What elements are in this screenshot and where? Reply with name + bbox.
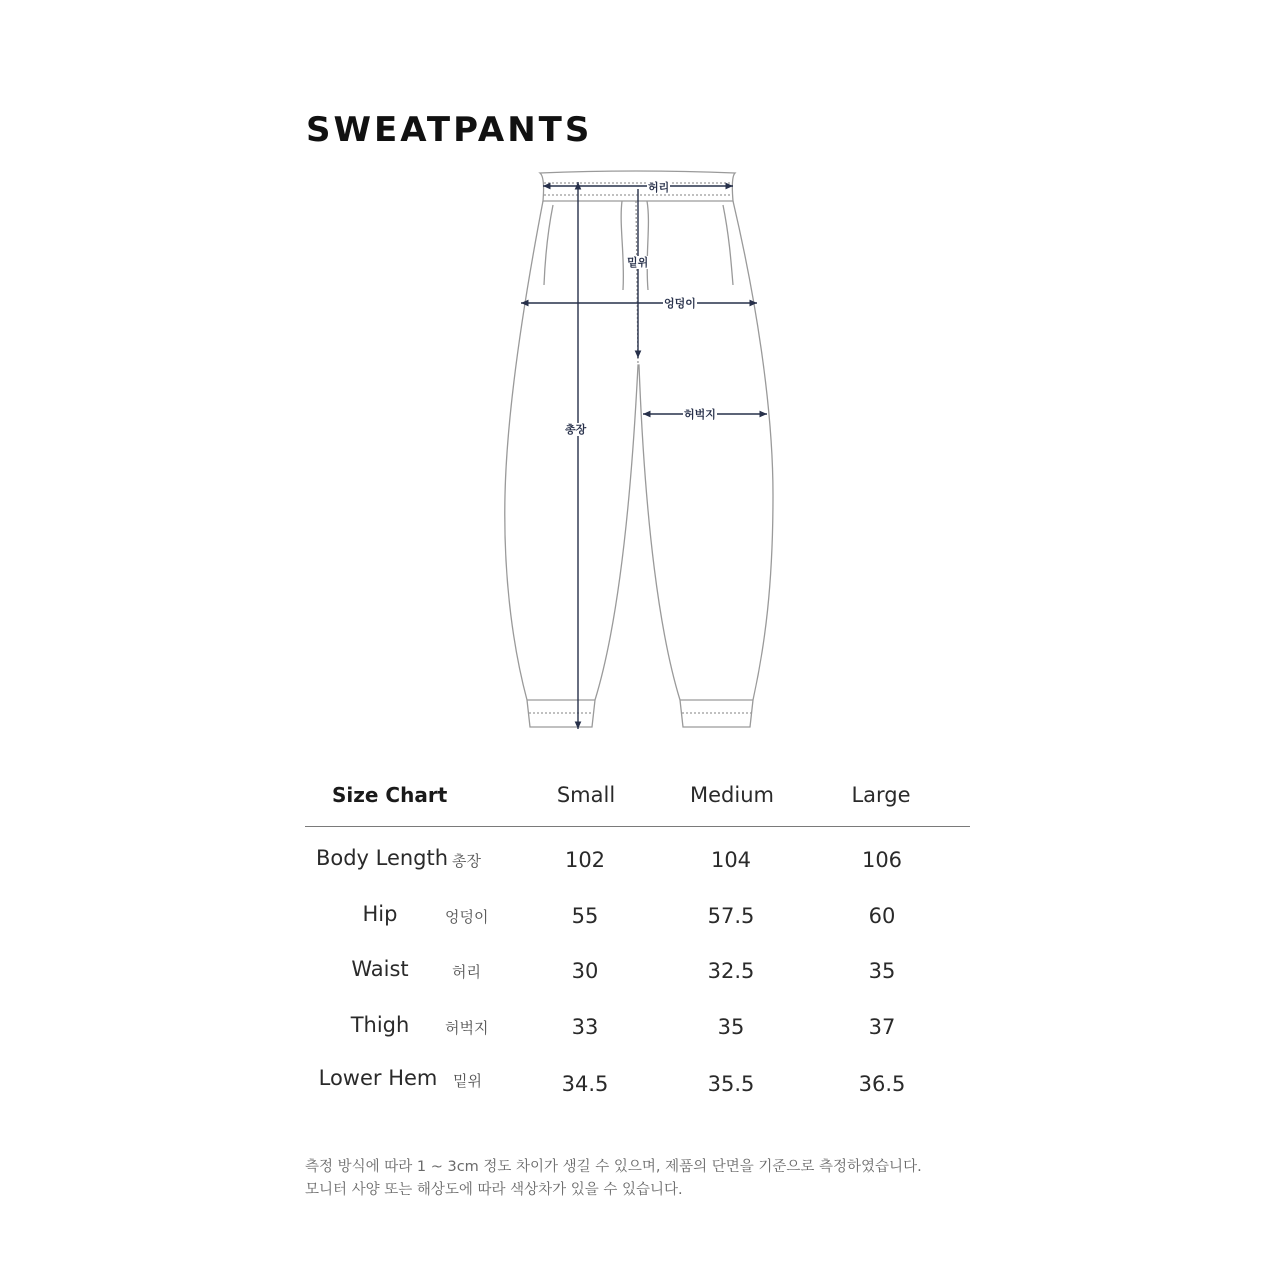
measurement-name-ko: 엉덩이 [445, 908, 489, 926]
size-chart-heading: Size Chart [332, 783, 448, 807]
measurement-name-ko: 밑위 [453, 1072, 482, 1090]
value-large: 35 [868, 959, 896, 983]
length-label: 총장 [565, 423, 587, 436]
thigh-label: 허벅지 [684, 408, 716, 421]
value-medium: 57.5 [707, 904, 755, 928]
value-small: 34.5 [561, 1072, 609, 1096]
value-large: 60 [868, 904, 896, 928]
value-small: 102 [564, 848, 606, 872]
measurement-name-en: Lower Hem [318, 1066, 438, 1090]
value-large: 37 [868, 1015, 896, 1039]
table-row [305, 902, 970, 942]
value-large: 36.5 [858, 1072, 906, 1096]
value-small: 30 [571, 959, 599, 983]
value-medium: 104 [710, 848, 752, 872]
sweatpants-diagram [495, 165, 785, 740]
pants-outline [505, 171, 773, 727]
table-row [305, 1066, 970, 1106]
value-medium: 35 [717, 1015, 745, 1039]
size-chart-table [305, 775, 970, 1096]
measurement-name-ko: 총장 [452, 852, 481, 870]
measurement-name-en: Body Length [315, 846, 449, 870]
value-small: 33 [571, 1015, 599, 1039]
rise-label: 밑위 [627, 256, 649, 269]
waist-label: 허리 [648, 181, 670, 194]
value-medium: 35.5 [707, 1072, 755, 1096]
value-large: 106 [861, 848, 903, 872]
table-header [305, 775, 970, 827]
sweatpants-illustration [495, 165, 785, 740]
size-header-small: Small [556, 783, 616, 807]
table-row [305, 1013, 970, 1053]
measurement-name-en: Waist [351, 957, 409, 981]
value-medium: 32.5 [707, 959, 755, 983]
measurement-name-ko: 허벅지 [445, 1019, 489, 1037]
table-row [305, 957, 970, 997]
measurement-name-en: Thigh [350, 1013, 410, 1037]
hip-label: 엉덩이 [664, 297, 696, 310]
table-row [305, 846, 970, 886]
measurement-name-ko: 허리 [452, 963, 481, 981]
page-title: SWEATPANTS [306, 110, 593, 150]
note-line: 모니터 사양 또는 해상도에 따라 색상차가 있을 수 있습니다. [305, 1182, 683, 1198]
note-line: 측정 방식에 따라 1 ~ 3cm 정도 차이가 생길 수 있으며, 제품의 단면을 기준으로 측정하였습니다. [305, 1159, 922, 1175]
value-small: 55 [571, 904, 599, 928]
size-header-medium: Medium [690, 783, 774, 807]
measurement-name-en: Hip [362, 902, 398, 926]
size-header-large: Large [851, 783, 911, 807]
measurement-notes [305, 1156, 1005, 1202]
